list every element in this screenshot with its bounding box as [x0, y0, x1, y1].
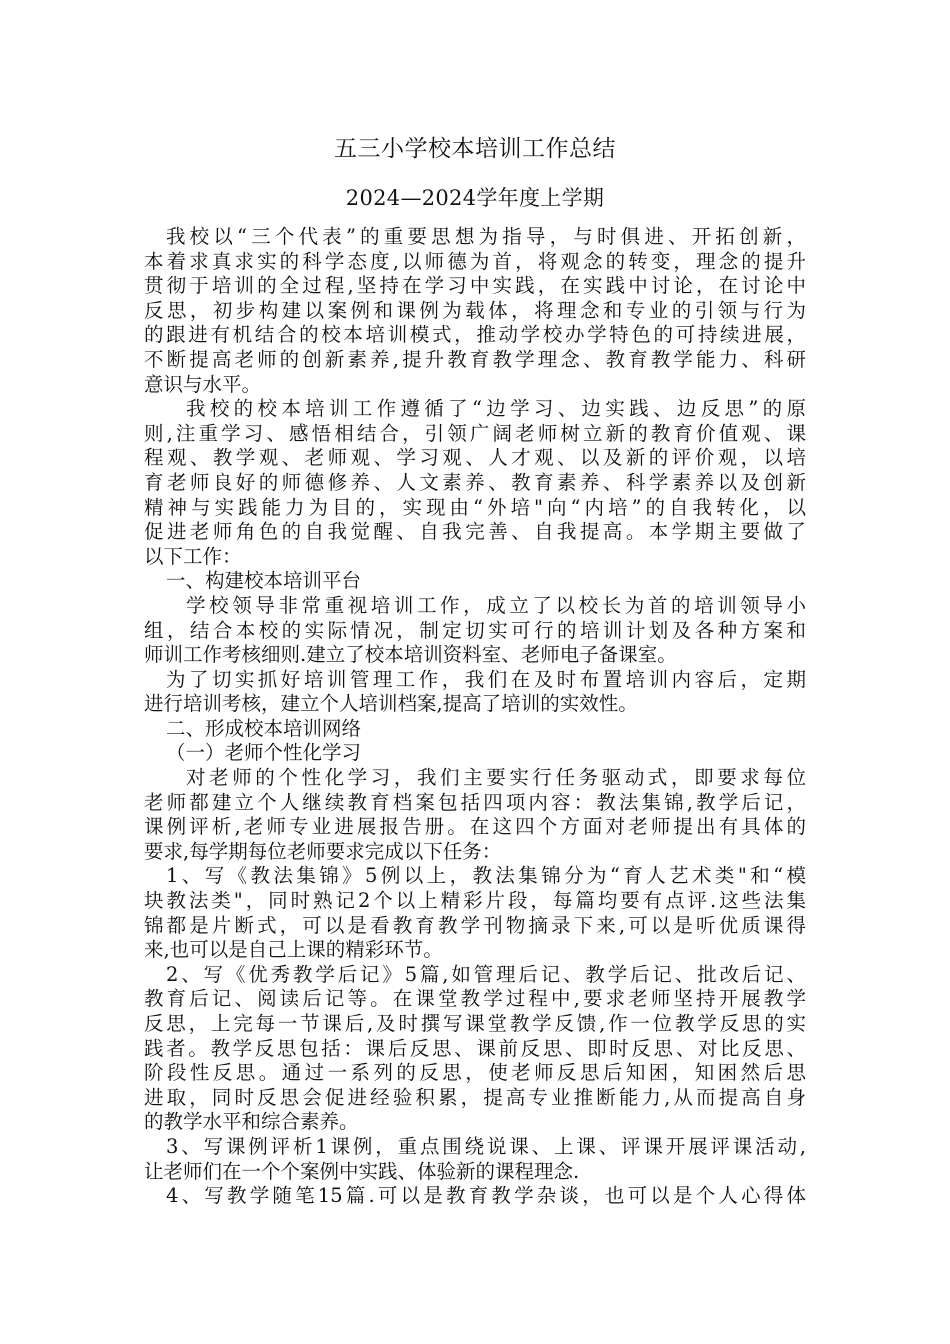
body-line: 育老师良好的师德修养、人文素养、教育素养、科学素养以及创新 [144, 470, 806, 494]
body-line: 我校的校本培训工作遵循了“边学习、边实践、边反思”的原 [186, 397, 806, 421]
body-line: 反思，初步构建以案例和课例为载体，将理念和专业的引领与行为 [144, 298, 806, 322]
body-line: 阶段性反思。通过一系列的反思，使老师反思后知困，知困然后思 [144, 1061, 806, 1085]
body-line: 不断提高老师的创新素养,提升教育教学理念、教育教学能力、科研 [144, 347, 806, 371]
document-body [144, 225, 806, 1209]
body-line: 组，结合本校的实际情况，制定切实可行的培训计划及各种方案和 [144, 618, 806, 642]
body-line: 本着求真求实的科学态度,以师德为首，将观念的转变，理念的提升 [144, 249, 806, 273]
list-item-line: 2、写《优秀教学后记》5篇,如管理后记、教学后记、批改后记、 [166, 962, 806, 986]
body-line: 贯彻于培训的全过程,坚持在学习中实践，在实践中讨论，在讨论中 [144, 274, 806, 298]
list-item-line: 4、写教学随笔15篇.可以是教育教学杂谈，也可以是个人心得体 [166, 1184, 806, 1208]
body-line: 以下工作： [144, 544, 242, 568]
body-line: 为了切实抓好培训管理工作，我们在及时布置培训内容后，定期 [166, 667, 806, 691]
document-subtitle: 2024—2024学年度上学期 [345, 186, 605, 210]
body-line: 的教学水平和综合素养。 [144, 1110, 359, 1134]
body-line: 反思，上完每一节课后,及时撰写课堂教学反馈,作一位教学反思的实 [144, 1012, 806, 1035]
body-line: 对老师的个性化学习，我们主要实行任务驱动式，即要求每位 [186, 766, 806, 790]
body-line: 的跟进有机结合的校本培训模式，推动学校办学特色的可持续进展， [144, 323, 806, 347]
list-item-line: 1、写《教法集锦》5例以上，教法集锦分为“育人艺术类"和“模 [166, 864, 806, 888]
body-line: 程观、教学观、老师观、学习观、人才观、以及新的评价观，以培 [144, 446, 806, 470]
body-line: 师训工作考核细则.建立了校本培训资料室、老师电子备课室。 [144, 643, 677, 667]
document-title: 五三小学校本培训工作总结 [334, 136, 616, 162]
body-line: 促进老师角色的自我觉醒、自我完善、自我提高。本学期主要做了 [144, 520, 806, 544]
body-line: 块教法类"，同时熟记2个以上精彩片段，每篇均要有点评.这些法集 [144, 889, 806, 913]
body-line: 锦都是片断式，可以是看教育教学刊物摘录下来,可以是听优质课得 [144, 913, 806, 937]
section-heading: 二、形成校本培训网络 [166, 716, 362, 740]
body-line: 课例评析,老师专业进展报告册。在这四个方面对老师提出有具体的 [144, 815, 806, 839]
body-line: 学校领导非常重视培训工作，成立了以校长为首的培训领导小 [186, 593, 806, 617]
list-item-line: 3、写课例评析1课例，重点围绕说课、上课、评课开展评课活动, [166, 1134, 806, 1158]
body-line: 让老师们在一个个案例中实践、体验新的课程理念. [144, 1159, 580, 1183]
body-line: 则,注重学习、感悟相结合，引领广阔老师树立新的教育价值观、课 [144, 421, 806, 445]
body-line: 践者。教学反思包括：课后反思、课前反思、即时反思、对比反思、 [144, 1036, 806, 1060]
body-line: 老师都建立个人继续教育档案包括四项内容：教法集锦,教学后记， [144, 790, 806, 814]
body-line: 教育后记、阅读后记等。在课堂教学过程中,要求老师坚持开展教学 [144, 987, 806, 1011]
subsection-heading: （一）老师个性化学习 [166, 741, 362, 765]
body-line: 进取，同时反思会促进经验积累，提高专业推断能力,从而提高自身 [144, 1085, 806, 1109]
body-line: 要求,每学期每位老师要求完成以下任务： [144, 839, 502, 863]
section-heading: 一、构建校本培训平台 [166, 569, 362, 593]
body-line: 进行培训考核，建立个人培训档案,提高了培训的实效性。 [144, 692, 638, 716]
body-line: 来,也可以是自己上课的精彩环节。 [144, 938, 443, 962]
body-line: 我校以“三个代表”的重要思想为指导，与时俱进、开拓创新， [166, 225, 806, 248]
body-line: 意识与水平。 [144, 372, 262, 396]
body-line: 精神与实践能力为目的，实现由“外培"向“内培”的自我转化，以 [144, 495, 806, 519]
